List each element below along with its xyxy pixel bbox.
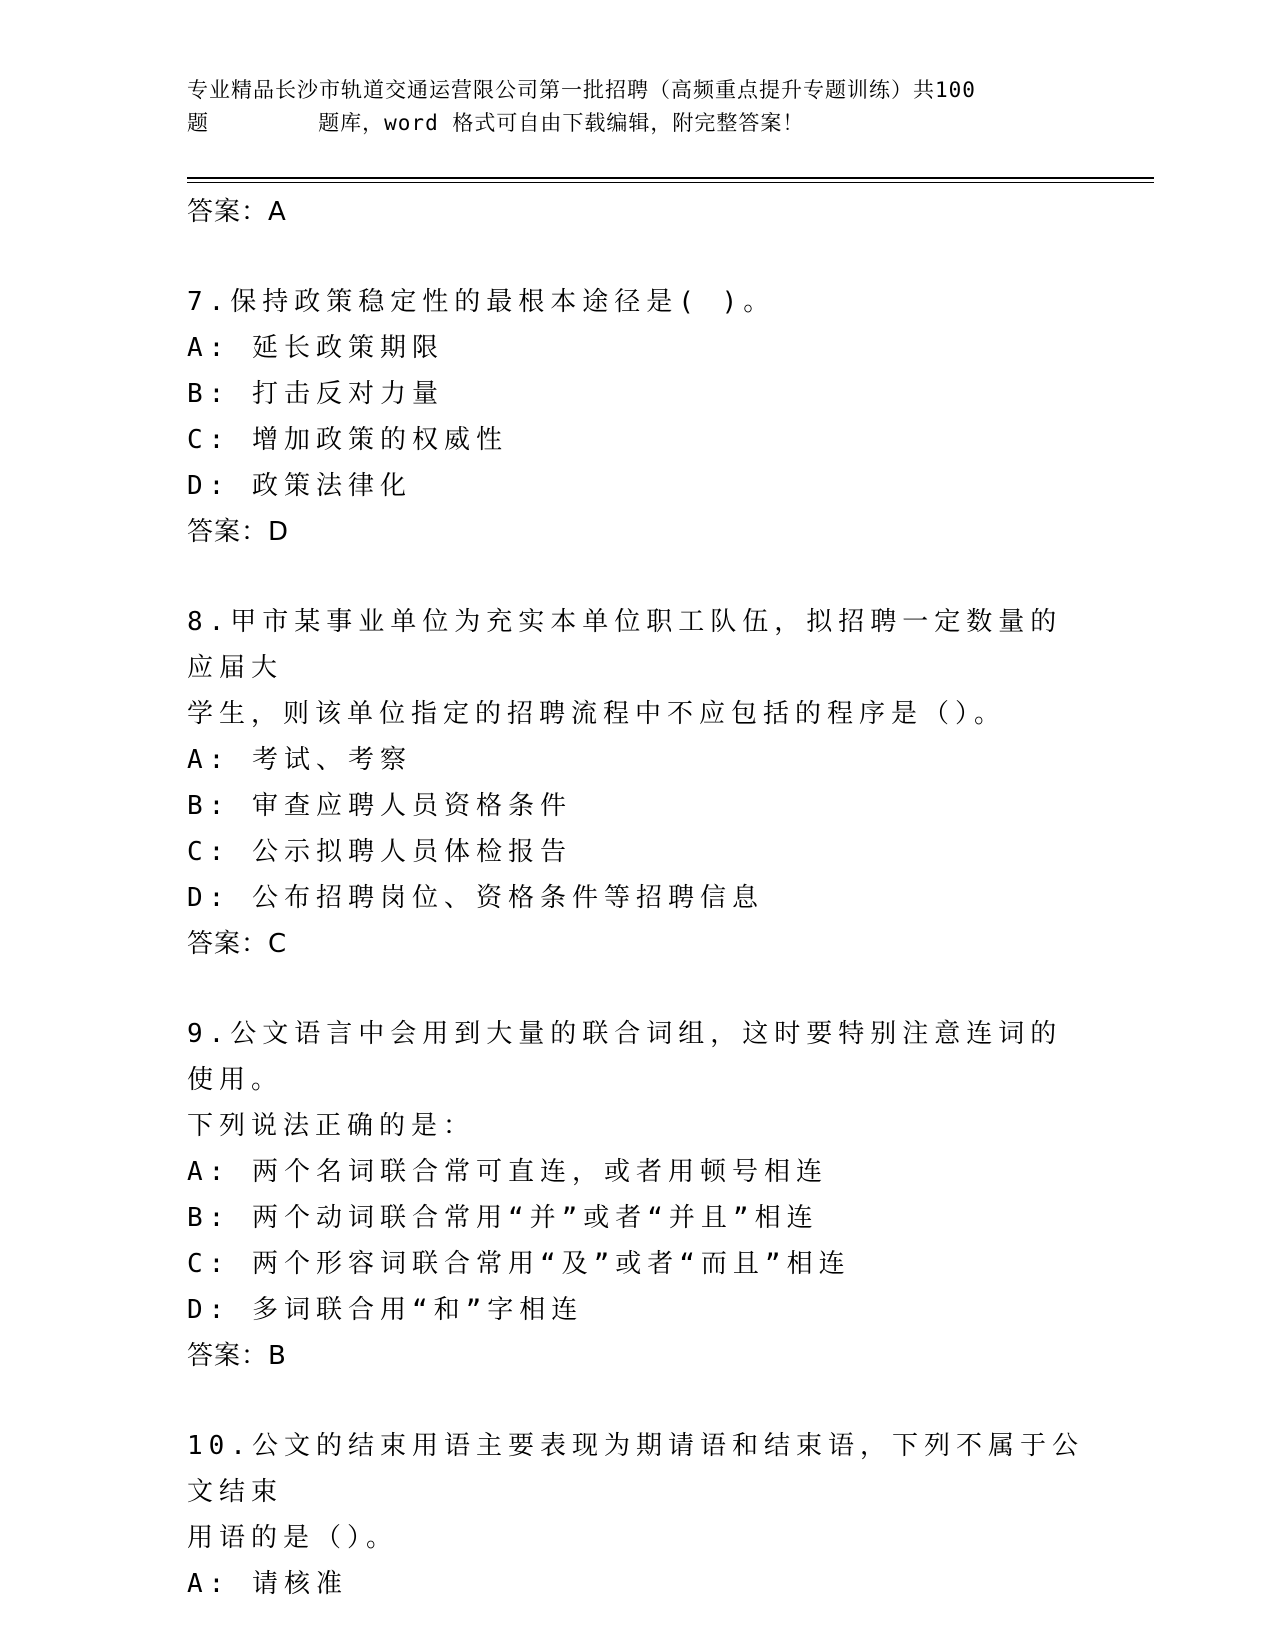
header-title-line-2: 题 题库，word 格式可自由下载编辑，附完整答案！ xyxy=(187,111,805,135)
answer-previous: 答案：A xyxy=(187,197,287,227)
question-text-line-2: 下列说法正确的是： xyxy=(187,1111,476,1141)
question-10 xyxy=(187,1423,1087,1607)
answer: 答案：B xyxy=(187,1341,287,1371)
question-text-line-1: 9.公文语言中会用到大量的联合词组，这时要特别注意连词的使用。 xyxy=(187,1019,1063,1095)
option-c: C: 公示拟聘人员体检报告 xyxy=(187,837,572,867)
question-7 xyxy=(187,279,1087,555)
spacer xyxy=(187,555,1087,599)
question-text-line-2: 学生，则该单位指定的招聘流程中不应包括的程序是（）。 xyxy=(187,699,1007,729)
answer: 答案：C xyxy=(187,929,288,959)
header-rule-thick xyxy=(187,177,1154,179)
option-d: D: 多词联合用“和”字相连 xyxy=(187,1295,584,1325)
spacer xyxy=(187,1379,1087,1423)
question-9 xyxy=(187,1011,1087,1379)
question-text: 7.保持政策稳定性的最根本途径是( )。 xyxy=(187,287,776,317)
question-text-line-1: 8.甲市某事业单位为充实本单位职工队伍，拟招聘一定数量的应届大 xyxy=(187,607,1063,683)
answer: 答案：D xyxy=(187,517,290,547)
question-text-line-2: 用语的是（）。 xyxy=(187,1523,399,1553)
option-a: A: 两个名词联合常可直连，或者用顿号相连 xyxy=(187,1157,828,1187)
option-d: D: 政策法律化 xyxy=(187,471,412,501)
option-b: B: 审查应聘人员资格条件 xyxy=(187,791,572,821)
option-c: C: 增加政策的权威性 xyxy=(187,425,508,455)
page-header xyxy=(187,74,1087,140)
option-d: D: 公布招聘岗位、资格条件等招聘信息 xyxy=(187,883,764,913)
option-c: C: 两个形容词联合常用“及”或者“而且”相连 xyxy=(187,1249,851,1279)
option-a: A: 延长政策期限 xyxy=(187,333,444,363)
header-title-line-1: 专业精品长沙市轨道交通运营限公司第一批招聘（高频重点提升专题训练）共100 xyxy=(187,78,976,102)
spacer xyxy=(187,235,1087,279)
option-a: A: 考试、考察 xyxy=(187,745,412,775)
option-a: A: 请核准 xyxy=(187,1569,348,1599)
question-8 xyxy=(187,599,1087,967)
option-b: B: 两个动词联合常用“并”或者“并且”相连 xyxy=(187,1203,819,1233)
header-rule-thin xyxy=(187,182,1154,183)
question-content xyxy=(187,189,1087,1607)
spacer xyxy=(187,967,1087,1011)
question-text-line-1: 10.公文的结束用语主要表现为期请语和结束语，下列不属于公文结束 xyxy=(187,1431,1084,1507)
option-b: B: 打击反对力量 xyxy=(187,379,444,409)
